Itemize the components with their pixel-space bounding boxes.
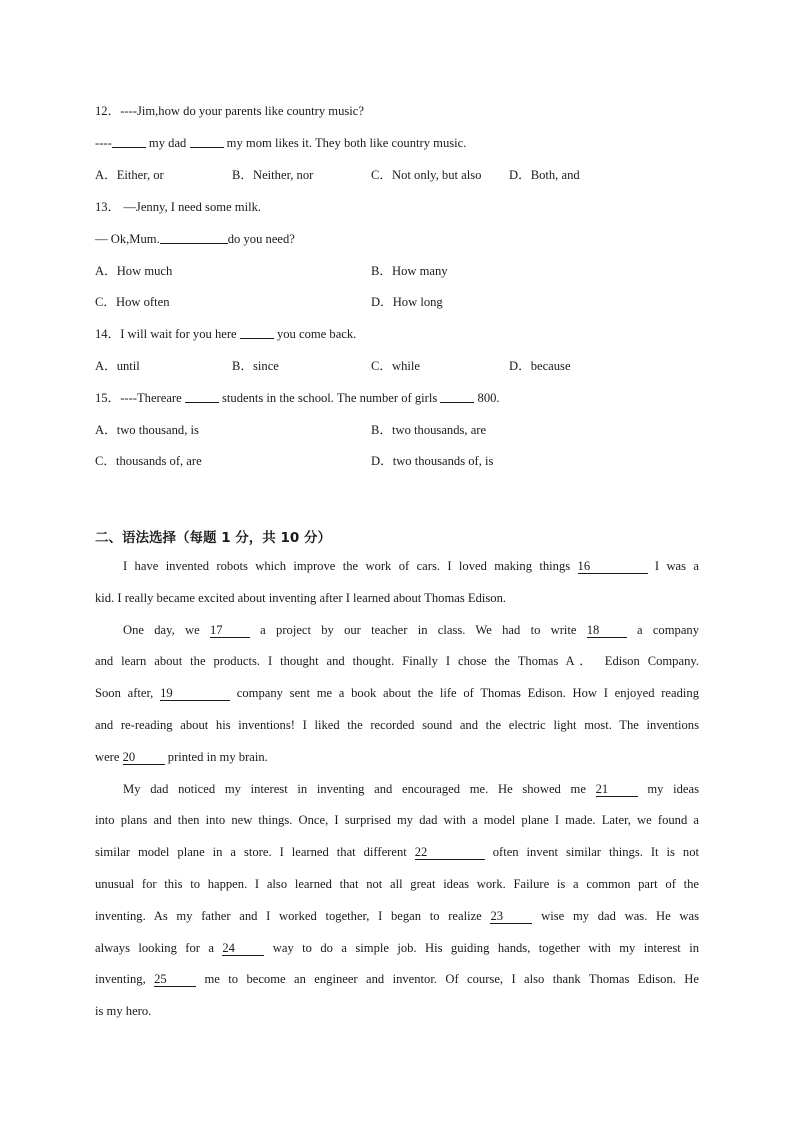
sentence-text: you come back. (273, 327, 357, 341)
option-d: D．How long (371, 295, 443, 309)
option-c: C．How often (95, 295, 170, 309)
question-12-sentence (95, 135, 466, 151)
passage-line: My dad noticed my interest in inventing and encouraged me. He showed me 21 my ideas (123, 781, 699, 796)
option-b: B．two thousands, are (371, 423, 487, 437)
numbered-blank-19: 19 (160, 687, 230, 701)
sentence-text: do you need? (227, 232, 295, 246)
question-12-stem: 12．----Jim,how do your parents like country music? (95, 104, 364, 118)
passage-line: Soon after, 19 company sent me a book about the life of Thomas Edison. How I enjoyed reading (95, 686, 699, 701)
option-c: C．thousands of, are (95, 454, 202, 468)
passage-line: kid. I really became excited about inventing after I learned about Thomas Edison. (95, 590, 507, 605)
option-d: D．because (509, 359, 571, 373)
grammar-passage (95, 551, 699, 1028)
sentence-text: — Ok,Mum. (95, 232, 160, 246)
question-13-sentence (95, 231, 295, 247)
passage-line: always looking for a 24 way to do a simple job. His guiding hands, together with my interest in (95, 940, 699, 955)
sentence-text: my mom likes it. They both like country music. (223, 136, 467, 150)
option-b: B．Neither, nor (232, 168, 314, 182)
passage-line: inventing, 25 me to become an engineer and inventor. Of course, I also thank Thomas Edison. He (95, 972, 699, 987)
sentence-text: 15．----Thereare (95, 391, 185, 405)
passage-line: One day, we 17 a project by our teacher in class. We had to write 18 a company (123, 622, 700, 637)
sentence-text: students in the school. The number of girls (218, 391, 441, 405)
passage-line: and learn about the products. I thought and thought. Finally I chose the Thomas A． Edison Company. (95, 654, 699, 669)
passage-line: were 20 printed in my brain. (95, 749, 268, 764)
passage-line: into plans and then into new things. Once, I surprised my dad with a model plane I made. Later, we found a (95, 813, 699, 828)
answer-blank (240, 326, 274, 339)
numbered-blank-17: 17 (210, 624, 250, 638)
option-c: C．while (371, 359, 420, 373)
passage-line: and re-reading about his inventions! I liked the recorded sound and the electric light most. The inventions (95, 717, 699, 732)
option-c: C．Not only, but also (371, 168, 482, 182)
option-a: A．How much (95, 264, 173, 278)
answer-blank (190, 135, 224, 148)
passage-line: I have invented robots which improve the work of cars. I loved making things 16 I was a (123, 559, 699, 573)
option-d: D．two thousands of, is (371, 454, 494, 468)
answer-blank (112, 135, 146, 148)
option-d: D．Both, and (509, 168, 580, 182)
question-14-stem (95, 326, 356, 342)
passage-line: similar model plane in a store. I learned that different 22 often invent similar things. It is not (95, 845, 699, 860)
question-13-stem: 13． —Jenny, I need some milk. (95, 200, 262, 214)
option-a: A．two thousand, is (95, 423, 199, 437)
dash-text: ---- (95, 136, 112, 150)
answer-blank (185, 390, 219, 403)
option-a: A．Either, or (95, 168, 164, 182)
answer-blank (440, 390, 474, 403)
passage-line: inventing. As my father and I worked together, I began to realize 23 wise my dad was. He was (95, 908, 699, 923)
numbered-blank-16: 16 (578, 560, 648, 574)
numbered-blank-24: 24 (222, 942, 264, 956)
sentence-text: 800. (474, 391, 500, 405)
passage-line: is my hero. (95, 1004, 152, 1019)
option-b: B．since (232, 359, 279, 373)
sentence-text: 14．I will wait for you here (95, 327, 240, 341)
section-heading: 二、语法选择（每题 1 分，共 10 分） (95, 530, 331, 546)
option-b: B．How many (371, 264, 448, 278)
answer-blank (160, 231, 228, 244)
passage-line: unusual for this to happen. I also learned that not all great ideas work. Failure is a common part of the (95, 876, 699, 891)
numbered-blank-23: 23 (490, 910, 532, 924)
numbered-blank-18: 18 (587, 624, 627, 638)
question-15-stem (95, 390, 500, 406)
numbered-blank-21: 21 (596, 783, 638, 797)
numbered-blank-20: 20 (123, 751, 165, 765)
option-a: A．until (95, 359, 140, 373)
sentence-text: my dad (145, 136, 190, 150)
numbered-blank-22: 22 (415, 846, 485, 860)
numbered-blank-25: 25 (154, 973, 196, 987)
